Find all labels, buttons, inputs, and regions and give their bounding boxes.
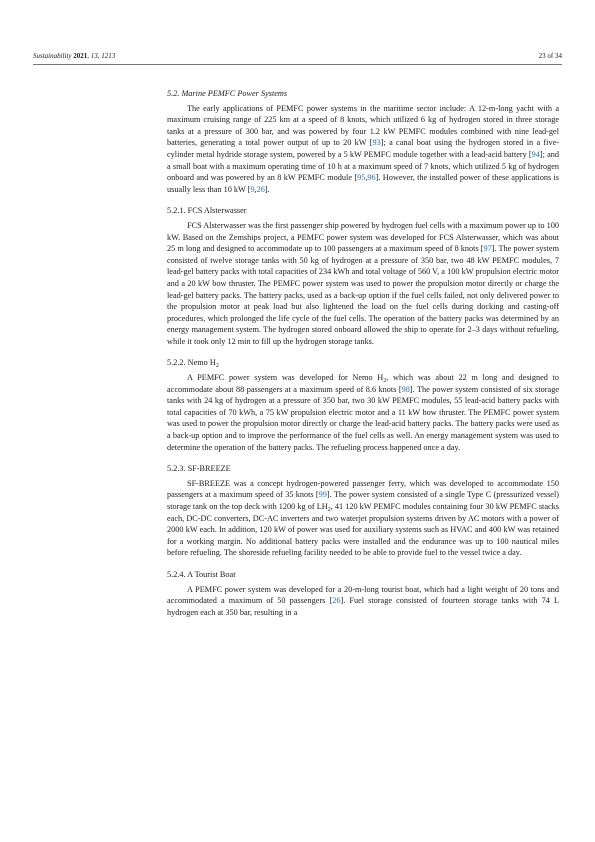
- citation-link[interactable]: 26: [256, 184, 265, 194]
- citation-link[interactable]: 26: [332, 596, 341, 606]
- journal-citation: Sustainability 2021, 13, 1213: [33, 52, 116, 60]
- article-body: [167, 88, 559, 618]
- page-number: 23 of 34: [538, 52, 562, 60]
- paragraph-tourist-boat: A PEMFC power system was developed for a 20-m-long tourist boat, which had a light weight of 20 tons and accommodated a maximum of 50 passengers [26]. Fuel storage consisted of fourteen storage tanks with 74 L hydrogen each at 350 bar, resulting in a: [167, 584, 559, 617]
- paragraph-fcs-alsterwasser: FCS Alsterwasser was the first passenger ship powered by hydrogen fuel cells with a maximum power up to 100 kW. Based on the Zemships project, a PEMFC power system was developed for FCS Alsterwasser, which was about 25 m long and designed to accommodate up to 100 passengers at a maximum speed of 8 knots [97]. The power system consisted of twelve storage tanks with 50 kg of hydrogen at a pressure of 350 bar, two 48 kW PEMFC modules, 7 lead-gel battery packs with total capacities of 234 kWh and total voltage of 560 V, a 100 kW propulsion electric motor and a 20 kW bow thruster. The PEMFC power system was used to power the propulsion motor directly or charge the lead-gel battery packs. The battery packs, used as a back-up option if the fuel cells failed, not only delivered power to the propulsion motor at peak load but also lightened the load on the fuel cells during docking and casting-off procedures, which prolonged the life cycle of the fuel cells. The operation of the battery packs was determined by an energy management system. The hydrogen stored onboard allowed the ship to operate for 2–3 days without refueling, while it took only 12 min to fill up the hydrogen storage tanks.: [167, 220, 559, 346]
- citation-link[interactable]: 99: [318, 490, 327, 500]
- citation-link[interactable]: 95: [357, 173, 366, 183]
- section-heading-5-2-4: 5.2.4. A Tourist Boat: [167, 569, 236, 579]
- journal-year: 2021: [73, 52, 88, 60]
- citation-link[interactable]: 98: [401, 384, 410, 394]
- paragraph-sf-breeze: SF-BREEZE was a concept hydrogen-powered passenger ferry, which was developed to accommodate 150 passengers at a maximum speed of 35 knots [99]. The power system consisted of a single Type C (pressurized vessel) storage tank on the top deck with 1200 kg of $LH_2$, 41 120 kW PEMFC modules containing four 30 kW PEMFC stacks each, DC-DC converters, DC-AC inverters and two waterjet propulsion systems driven by AC motors with a power of 2000 kW each. In addition, 120 kW of power was used for auxiliary systems such as HVAC and 400 kW was retained for a working margin. No additional battery packs were installed and the endurance was up to 100 nautical miles before refueling. The shoreside refueling facility needed to be able to provide fuel to the vessel twice a day.: [167, 478, 560, 558]
- citation-link[interactable]: 97: [483, 244, 492, 254]
- header-rule: [33, 64, 562, 65]
- paragraph-marine-pemfc: The early applications of PEMFC power systems in the maritime sector include: A 12-m-long yacht with a maximum cruising range of 225 km at a speed of 8 knots, which utilized 6 kg of hydrogen stored in three storage tanks at a pressure of 300 bar, and was powered by four 1.2 kW PEMFC modules combined with nine lead-gel batteries, generating a total power output of up to 20 kW [93]; a canal boat using the hydrogen stored in a five-cylinder metal hydride storage system, powered by a 5 kW PEMFC module together with a lead-acid battery [94]; and a small boat with a maximum operating time of 10 h at a maximum speed of 7 knots, which utilized 5 kg of hydrogen onboard and was powered by an 8 kW PEMFC module [95,96]. However, the installed power of these applications is usually less than 10 kW [9,26].: [167, 103, 559, 194]
- section-heading-5-2-3: 5.2.3. SF-BREEZE: [167, 464, 231, 474]
- section-heading-5-2-1: 5.2.1. FCS Alsterwasser: [167, 206, 247, 216]
- paragraph-nemo-h2: A PEMFC power system was developed for Nemo $H_2$, which was about 22 m long and designed to accommodate about 88 passengers at a maximum speed of 8.6 knots [98]. The power system consisted of six storage tanks with 24 kg of hydrogen at a pressure of 350 bar, two 30 kW PEMFC modules, 55 lead-acid battery packs with total capacities of 70 kWh, a 75 kW propulsion electric motor and a 11 kW bow thruster. The PEMFC power system was used to power the propulsion motor directly or charge the lead-acid battery packs. The battery packs were used as a back-up option and to improve the performance of the fuel cells as well. An energy management system was used to determine the operation of the battery packs. The refueling process happened once a day.: [167, 373, 559, 452]
- article-number: 1213: [101, 52, 116, 60]
- citation-link[interactable]: 94: [531, 149, 540, 159]
- section-heading-5-2-2: 5.2.2. Nemo $H_2$: [167, 358, 219, 370]
- citation-link[interactable]: 96: [367, 173, 376, 183]
- section-heading-5-2: 5.2. Marine PEMFC Power Systems: [167, 89, 288, 98]
- journal-name: Sustainability: [33, 52, 72, 60]
- running-header: [33, 52, 562, 61]
- citation-link[interactable]: 93: [372, 138, 381, 148]
- journal-volume: 13: [90, 52, 98, 60]
- citation-link[interactable]: 9: [250, 184, 255, 194]
